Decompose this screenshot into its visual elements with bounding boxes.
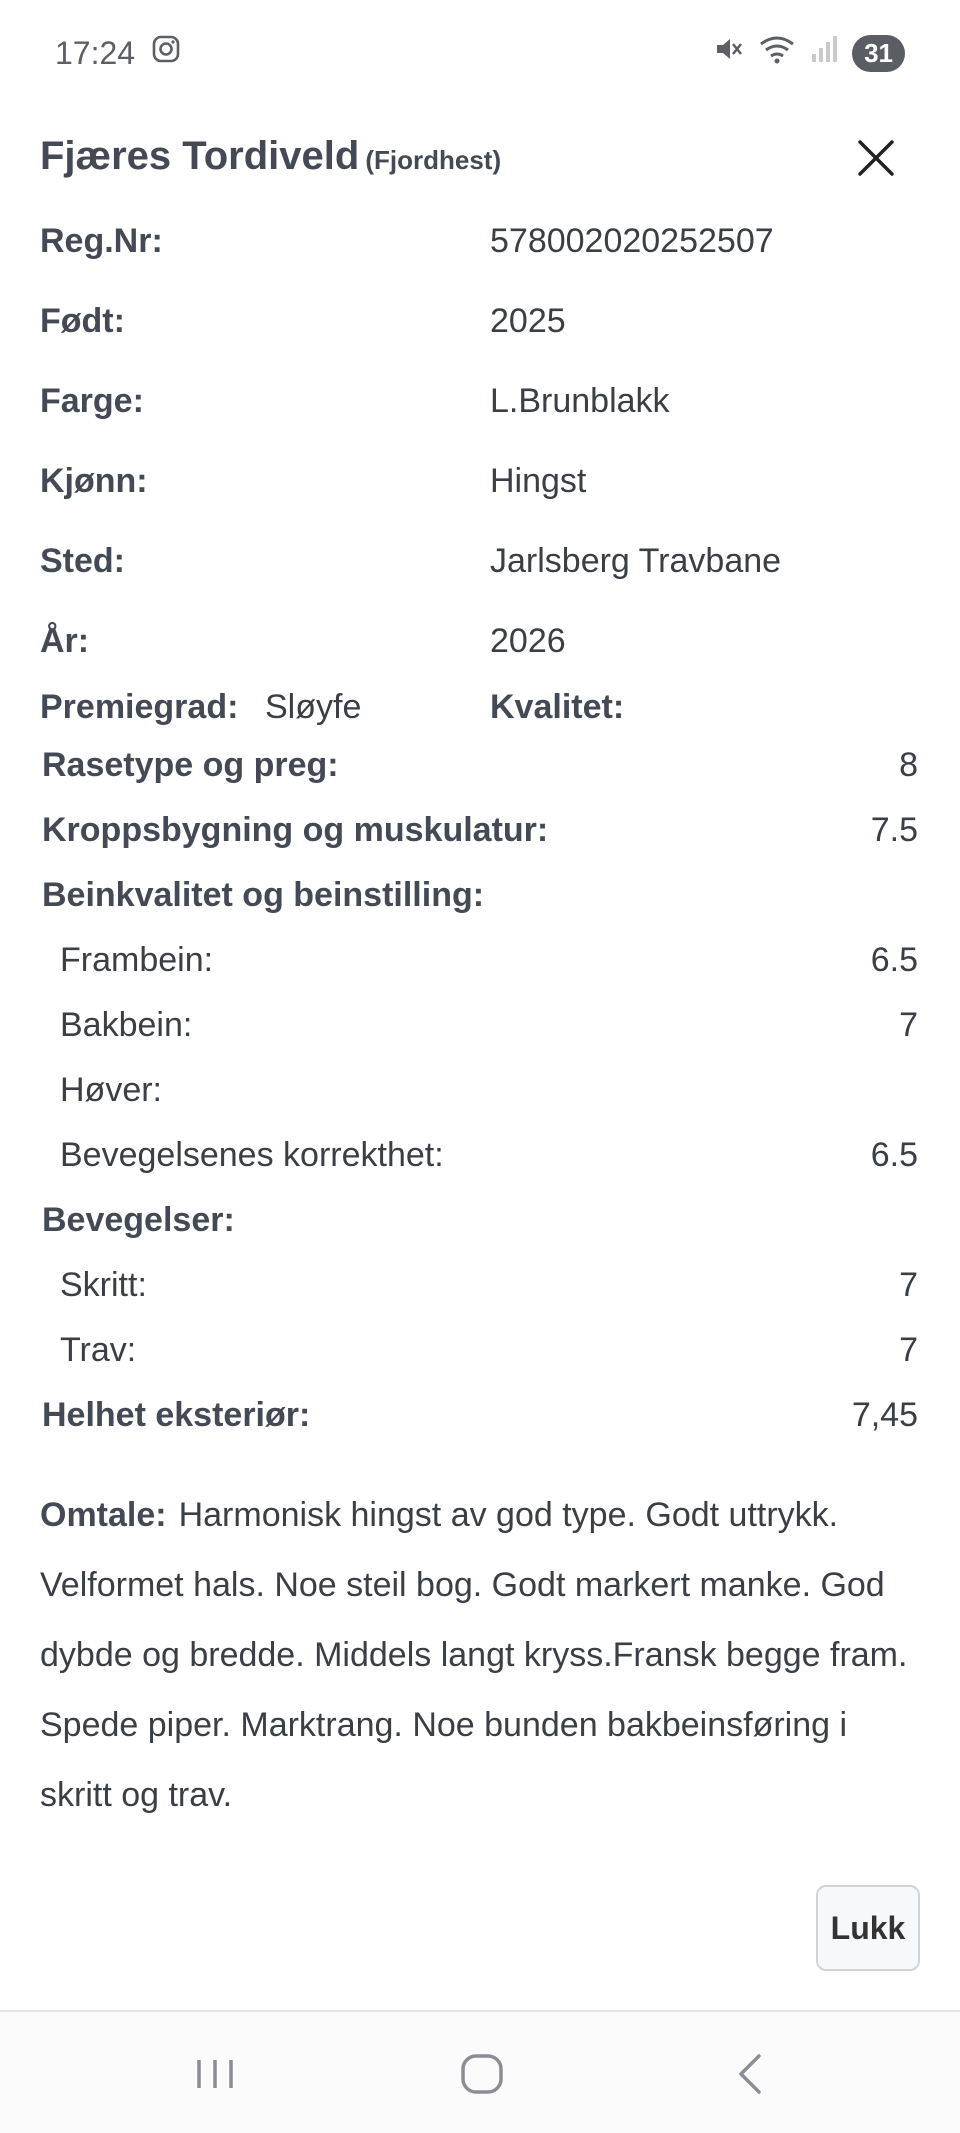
score-label: Trav: [60, 1331, 137, 1369]
score-row-frambein [42, 941, 918, 1006]
info-label: Født: [40, 302, 125, 340]
recent-apps-icon[interactable] [180, 2040, 250, 2110]
score-value: 7.5 [870, 811, 918, 849]
kvalitet-label: Kvalitet: [490, 688, 625, 726]
info-value: 2025 [490, 302, 566, 340]
premie-row [40, 688, 920, 738]
info-label: Reg.Nr: [40, 222, 163, 260]
info-value: 578002020252507 [490, 222, 774, 260]
wifi-icon [758, 33, 796, 73]
clock: 17:24 [55, 34, 136, 71]
score-value: 7 [899, 1006, 918, 1044]
info-row-kjonn [40, 462, 920, 542]
info-value: 2026 [490, 622, 566, 660]
score-label: Skritt: [60, 1266, 147, 1304]
score-row-bevegelser [42, 1201, 918, 1266]
score-value: 7 [899, 1266, 918, 1304]
score-label: Frambein: [60, 941, 214, 979]
score-label: Helhet eksteriør: [42, 1396, 311, 1434]
horse-name: Fjæres Tordiveld [40, 134, 360, 178]
omtale-section [40, 1480, 920, 1830]
score-row-helhet [42, 1396, 918, 1461]
score-value: 6.5 [870, 1136, 918, 1174]
score-value: 7,45 [851, 1396, 918, 1434]
page-title [40, 134, 501, 179]
score-label: Beinkvalitet og beinstilling: [42, 876, 485, 914]
score-value: 6.5 [870, 941, 918, 979]
score-row-skritt [42, 1266, 918, 1331]
close-icon[interactable] [846, 128, 906, 188]
info-label: År: [40, 622, 90, 660]
score-row-bakbein [42, 1006, 918, 1071]
instagram-icon [151, 34, 181, 72]
omtale-label: Omtale: [40, 1496, 167, 1534]
info-value: Jarlsberg Travbane [490, 542, 782, 580]
score-label: Kroppsbygning og muskulatur: [42, 811, 549, 849]
score-label: Rasetype og preg: [42, 746, 339, 784]
score-row-trav [42, 1331, 918, 1396]
premiegrad-label: Premiegrad: [40, 688, 239, 726]
navigation-bar [0, 2012, 960, 2133]
breed-subtitle: (Fjordhest) [365, 145, 502, 175]
info-row-regnr [40, 222, 920, 302]
premiegrad-value: Sløyfe [265, 688, 362, 726]
signal-icon [810, 34, 838, 72]
modal-header [40, 128, 920, 198]
info-row-fodt [40, 302, 920, 382]
score-value: 7 [899, 1331, 918, 1369]
score-value: 8 [899, 746, 918, 784]
info-label: Kjønn: [40, 462, 148, 500]
score-label: Bevegelsenes korrekthet: [60, 1136, 444, 1174]
battery-indicator: 31 [852, 35, 905, 72]
score-list [42, 746, 918, 1461]
info-label: Sted: [40, 542, 125, 580]
score-row-korrekthet [42, 1136, 918, 1201]
mute-icon [712, 33, 744, 73]
lukk-button[interactable]: Lukk [816, 1885, 920, 1971]
info-value: L.Brunblakk [490, 382, 670, 420]
status-bar [0, 0, 960, 106]
score-label: Bevegelser: [42, 1201, 235, 1239]
info-label: Farge: [40, 382, 144, 420]
info-value: Hingst [490, 462, 587, 500]
omtale-text: Harmonisk hingst av god type. Godt uttrykk. Velformet hals. Noe steil bog. Godt markert manke. God dybde og bredde. Middels langt kryss.Fransk begge fram. Spede piper. Marktrang. Noe bunden bakbeinsføring i skritt og trav. [40, 1496, 908, 1814]
score-row-rasetype [42, 746, 918, 811]
score-row-hover [42, 1071, 918, 1136]
info-row-sted [40, 542, 920, 622]
home-icon[interactable] [447, 2040, 517, 2110]
score-row-kroppsbygning [42, 811, 918, 876]
back-icon[interactable] [715, 2040, 785, 2110]
info-grid [40, 222, 920, 702]
info-row-farge [40, 382, 920, 462]
score-label: Bakbein: [60, 1006, 193, 1044]
score-row-beinkvalitet [42, 876, 918, 941]
score-label: Høver: [60, 1071, 162, 1109]
